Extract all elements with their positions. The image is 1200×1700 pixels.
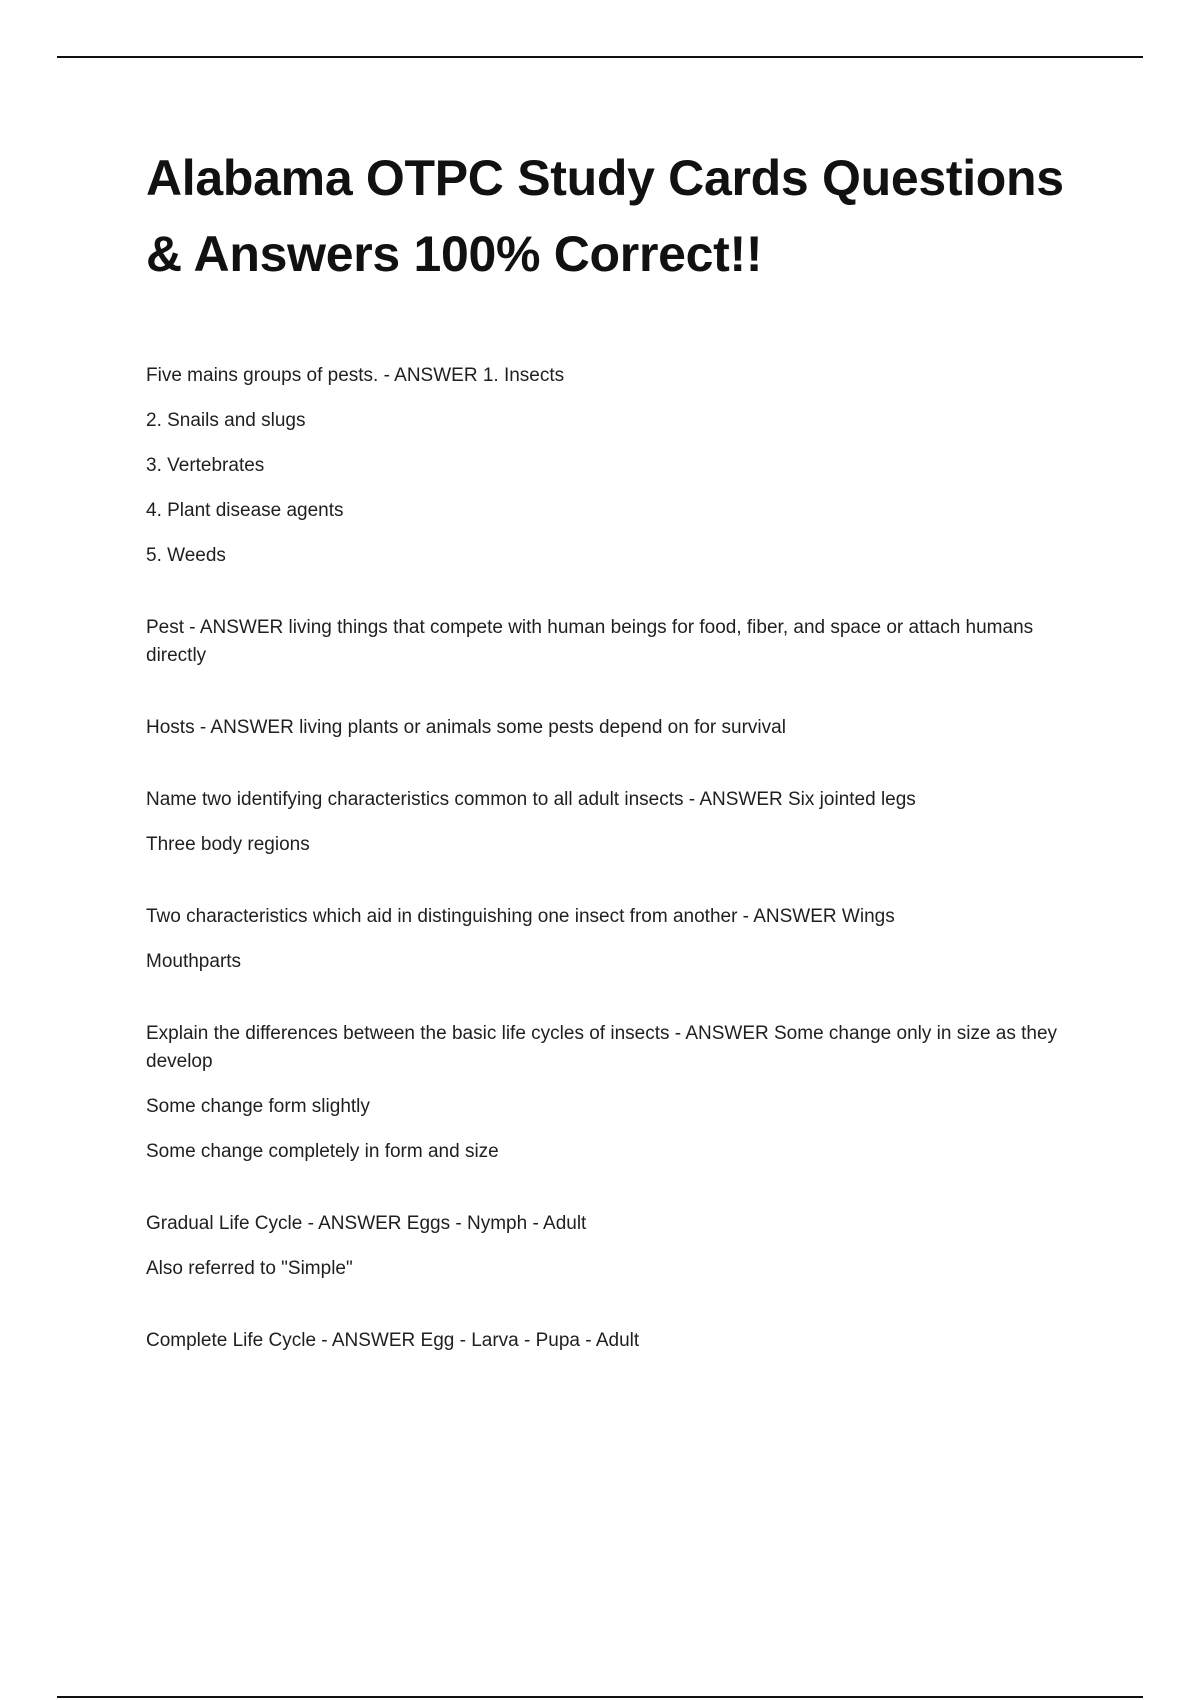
document-title-line-1: Alabama OTPC Study Cards Questions [146, 150, 1064, 206]
qa-line: Hosts - ANSWER living plants or animals some pests depend on for survival [146, 717, 786, 738]
qa-block [146, 362, 1066, 570]
qa-block [146, 903, 1066, 976]
document-body [146, 140, 1066, 1399]
qa-block [146, 1327, 1066, 1355]
qa-line: Mouthparts [146, 951, 242, 972]
qa-line: 3. Vertebrates [146, 455, 265, 476]
qa-block [146, 1210, 1066, 1283]
qa-block [146, 1020, 1066, 1166]
qa-line: Gradual Life Cycle - ANSWER Eggs - Nymph - Adult [146, 1213, 587, 1234]
qa-line: 5. Weeds [146, 545, 226, 566]
qa-line: Pest - ANSWER living things that compete with human beings for food, fiber, and space or attach humans directly [146, 617, 1034, 666]
qa-line: Some change completely in form and size [146, 1141, 499, 1162]
qa-line: Five mains groups of pests. - ANSWER 1. Insects [146, 365, 565, 386]
qa-line: Explain the differences between the basic life cycles of insects - ANSWER Some change only in size as they develop [146, 1023, 1058, 1072]
qa-block [146, 786, 1066, 859]
qa-line: Some change form slightly [146, 1096, 370, 1117]
qa-line: 4. Plant disease agents [146, 500, 344, 521]
qa-line: Also referred to "Simple" [146, 1258, 353, 1279]
qa-line: Complete Life Cycle - ANSWER Egg - Larva - Pupa - Adult [146, 1330, 640, 1351]
bottom-divider [57, 1696, 1143, 1698]
document-title-line-2: & Answers 100% Correct!! [146, 226, 763, 282]
qa-block [146, 614, 1066, 670]
qa-line: Name two identifying characteristics common to all adult insects - ANSWER Six jointed legs [146, 789, 916, 810]
top-divider [57, 56, 1143, 58]
qa-block [146, 714, 1066, 742]
qa-line: Two characteristics which aid in distinguishing one insect from another - ANSWER Wings [146, 906, 895, 927]
document-title [146, 140, 1066, 292]
qa-line: Three body regions [146, 834, 310, 855]
qa-list [146, 362, 1066, 1355]
qa-line: 2. Snails and slugs [146, 410, 306, 431]
